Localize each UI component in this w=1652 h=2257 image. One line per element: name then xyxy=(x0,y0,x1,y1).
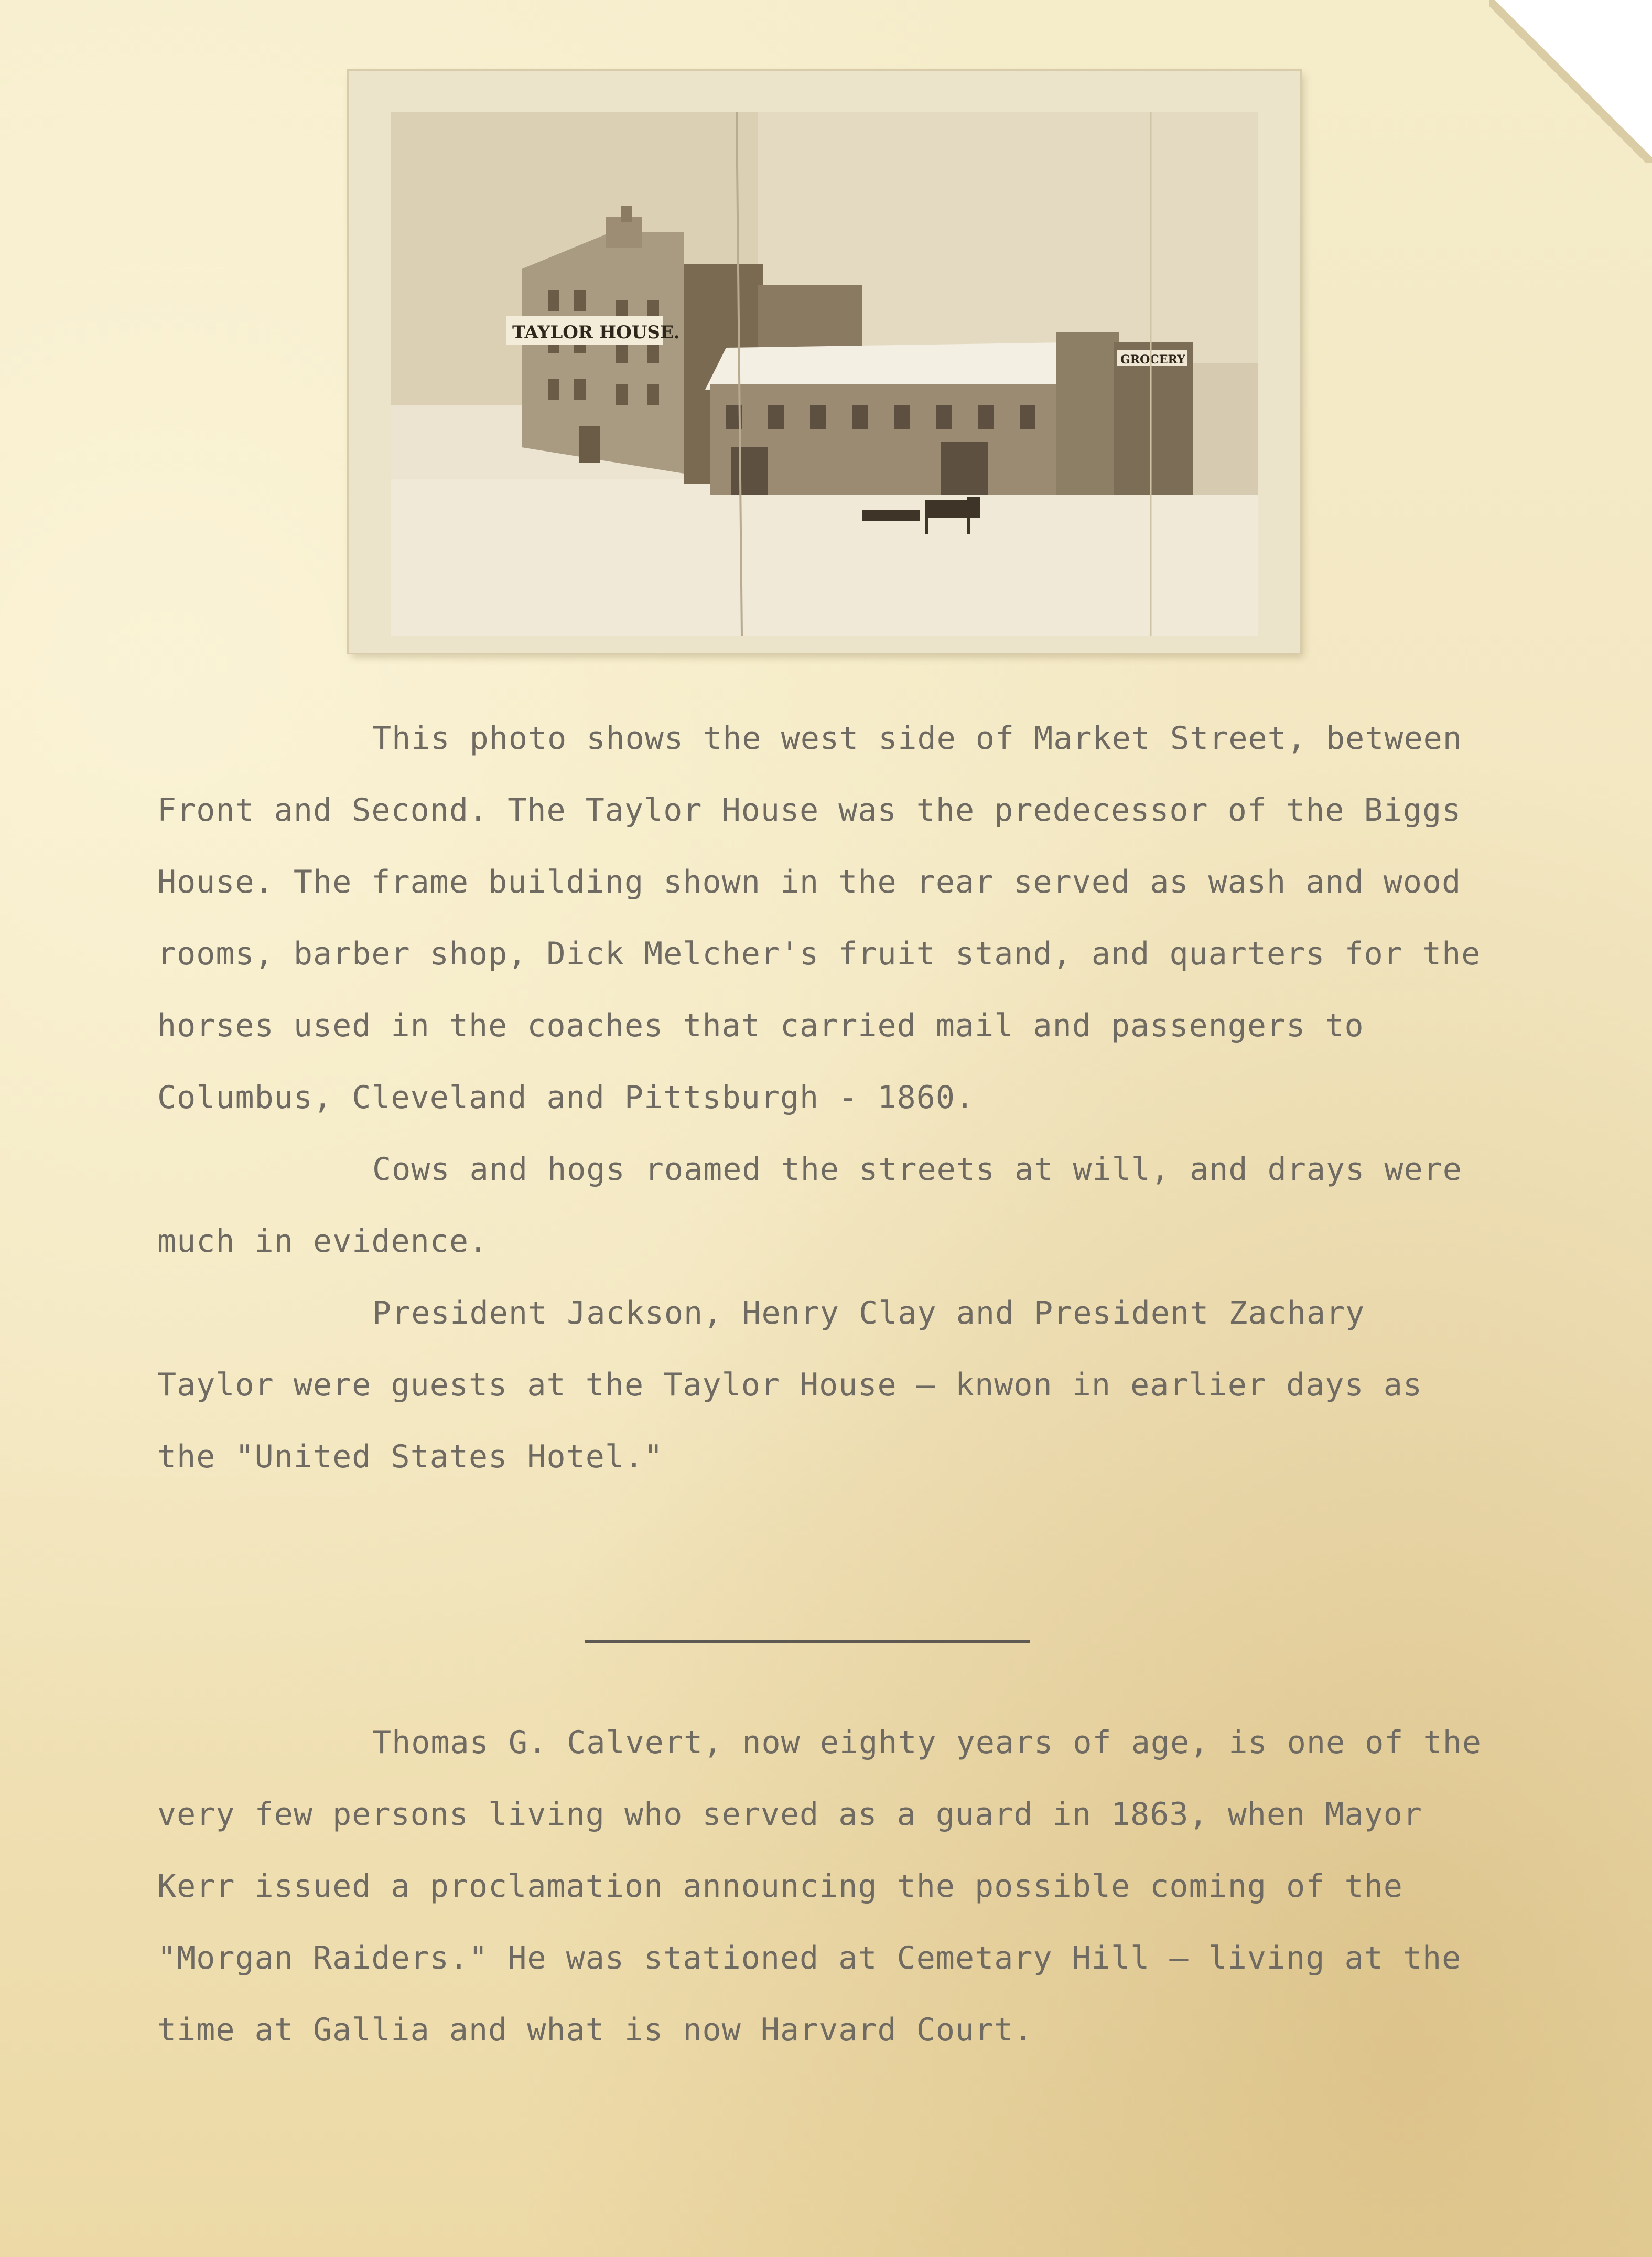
historic-photo xyxy=(391,112,1258,636)
paragraph-presidents: President Jackson, Henry Clay and President Zachary Taylor were guests at the Taylor House — knwon in earlier days as the "United States Hotel." xyxy=(157,1295,1422,1475)
torn-corner xyxy=(1495,0,1652,157)
second-section-text xyxy=(157,1707,1489,2066)
paragraph-calvert: Thomas G. Calvert, now eighty years of age, is one of the very few persons living who served as a guard in 1863, when Mayor Kerr issued a proclamation announcing the possible coming of the "Morgan Raiders." He was stationed at Cemetary Hill — living at the time at Gallia and what is now Harvard Court. xyxy=(157,1724,1482,2048)
photo-mount xyxy=(349,71,1300,653)
taylor-house-sign: TAYLOR HOUSE. xyxy=(512,322,680,343)
paragraph-cows-hogs: Cows and hogs roamed the streets at will, and drays were much in evidence. xyxy=(157,1151,1462,1260)
grocery-sign: GROCERY xyxy=(1120,353,1185,367)
paragraph-photo-description: This photo shows the west side of Market Street, between Front and Second. The Taylor House was the predecessor of the Biggs House. The frame building shown in the rear served as wash and wood rooms, barber shop, Dick Melcher's fruit stand, and quarters for the horses used in the coaches that carried mail and passengers to Columbus, Cleveland and Pittsburgh - 1860. xyxy=(157,720,1481,1116)
caption-text xyxy=(157,703,1489,1493)
photo-illustration xyxy=(391,112,1258,636)
section-divider xyxy=(585,1640,1030,1643)
